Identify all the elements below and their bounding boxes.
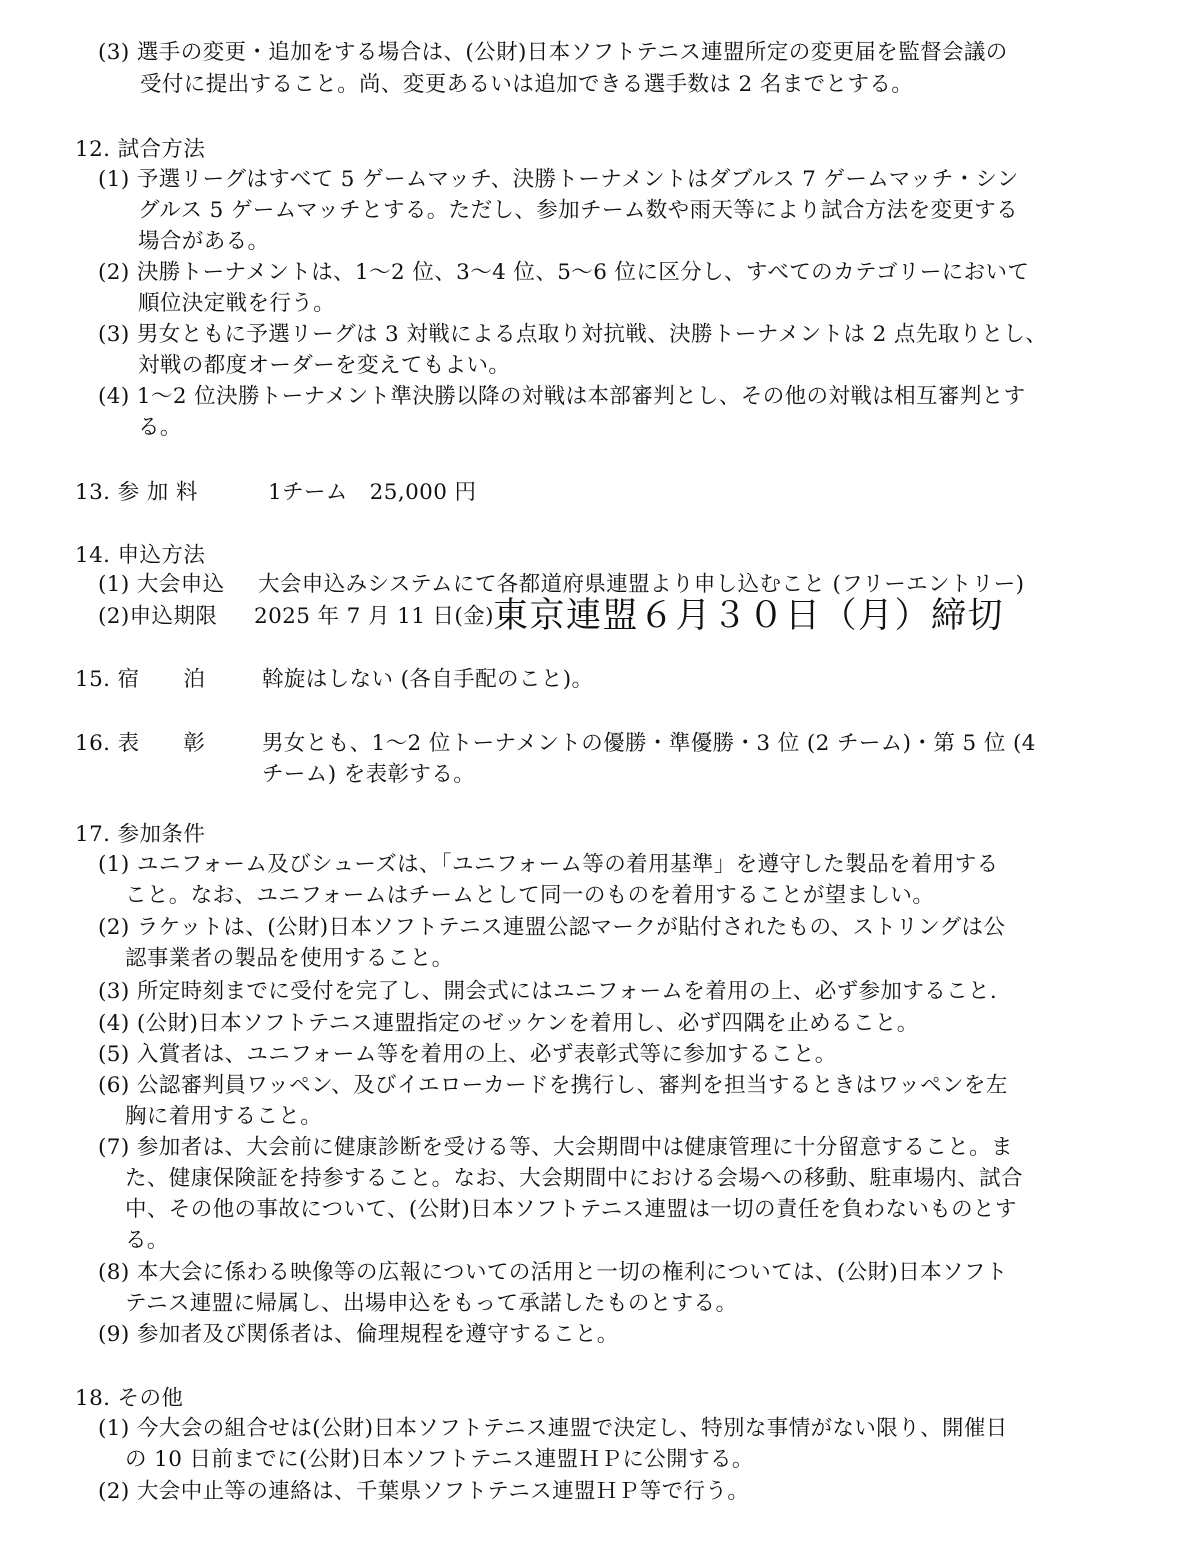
item16-heading: 16. 表 彰	[75, 731, 206, 756]
item13-heading: 13. 参 加 料	[75, 480, 198, 505]
item17-p9-line1: (9) 参加者及び関係者は、倫理規程を遵守すること。	[98, 1322, 619, 1347]
item17-p4-line1: (4) (公財)日本ソフトテニス連盟指定のゼッケンを着用し、必ず四隅を止めること。	[98, 1011, 919, 1036]
item17-p7-line4: る。	[125, 1228, 169, 1253]
item12-p2-line1: (2) 決勝トーナメントは、1～2 位、3～4 位、5～6 位に区分し、すべてのカテゴリーにおいて	[98, 260, 1030, 285]
item13-value: 1チーム 25,000 円	[268, 480, 477, 505]
item18-p1-line2: の 10 日前までに(公財)日本ソフトテニス連盟ＨＰに公開する。	[125, 1447, 754, 1472]
item16-line2: チーム) を表彰する。	[262, 762, 476, 787]
item17-p3-line1: (3) 所定時刻までに受付を完了し、開会式にはユニフォームを着用の上、必ず参加すること.	[98, 979, 998, 1004]
item14-p1-text: 大会申込みシステムにて各都道府県連盟より申し込むこと (フリーエントリー)	[258, 572, 1025, 597]
item17-p8-line2: テニス連盟に帰属し、出場申込をもって承諾したものとする。	[125, 1291, 738, 1316]
item12-p1-line2: グルス 5 ゲームマッチとする。ただし、参加チーム数や雨天等により試合方法を変更する	[138, 198, 1019, 223]
item12-heading: 12. 試合方法	[75, 137, 206, 162]
item17-p7-line1: (7) 参加者は、大会前に健康診断を受ける等、大会期間中は健康管理に十分留意すること。ま	[98, 1135, 1013, 1160]
item17-p6-line1: (6) 公認審判員ワッペン、及びイエローカードを携行し、審判を担当するときはワッペンを左	[98, 1073, 1008, 1098]
item12-p3-line2: 対戦の都度オーダーを変えてもよい。	[138, 353, 511, 378]
item17-heading: 17. 参加条件	[75, 822, 206, 847]
item18-p1-line1: (1) 今大会の組合せは(公財)日本ソフトテニス連盟で決定し、特別な事情がない限り、開催日	[98, 1416, 1008, 1441]
item17-p1-line1: (1) ユニフォーム及びシューズは、「ユニフォーム等の着用基準」を遵守した製品を着用する	[98, 852, 999, 877]
item12-p2-line2: 順位決定戦を行う。	[138, 291, 336, 316]
item16-line1: 男女とも、1～2 位トーナメントの優勝・準優勝・3 位 (2 チーム)・第 5 位 (4	[262, 731, 1036, 756]
item17-p7-line2: た、健康保険証を持参すること。なお、大会期間中における会場への移動、駐車場内、試合	[125, 1166, 1023, 1191]
item12-p4-line1: (4) 1～2 位決勝トーナメント準決勝以降の対戦は本部審判とし、その他の対戦は相互審判とす	[98, 384, 1026, 409]
item12-p3-line1: (3) 男女ともに予選リーグは 3 対戦による点取り対抗戦、決勝トーナメントは 2 点先取りとし、	[98, 322, 1048, 347]
item18-heading: 18. その他	[75, 1386, 184, 1411]
item17-p6-line2: 胸に着用すること。	[125, 1104, 323, 1129]
item17-p5-line1: (5) 入賞者は、ユニフォーム等を着用の上、必ず表彰式等に参加すること。	[98, 1042, 837, 1067]
item17-p2-line2: 認事業者の製品を使用すること。	[125, 946, 454, 971]
item11-p3-line1: (3) 選手の変更・追加をする場合は、(公財)日本ソフトテニス連盟所定の変更届を監督会議の	[98, 40, 1008, 65]
item18-p2-line1: (2) 大会中止等の連絡は、千葉県ソフトテニス連盟ＨＰ等で行う。	[98, 1479, 750, 1504]
item12-p1-line3: 場合がある。	[138, 229, 270, 254]
item12-p1-line1: (1) 予選リーグはすべて 5 ゲームマッチ、決勝トーナメントはダブルス 7 ゲームマッチ・シン	[98, 167, 1019, 192]
item11-p3-line2: 受付に提出すること。尚、変更あるいは追加できる選手数は 2 名までとする。	[140, 72, 914, 97]
tokyo-deadline-overlay: 東京連盟６月３０日（月）締切	[493, 596, 1005, 636]
item17-p8-line1: (8) 本大会に係わる映像等の広報についての活用と一切の権利については、(公財)日本ソフト	[98, 1260, 1008, 1285]
item17-p1-line2: こと。なお、ユニフォームはチームとして同一のものを着用することが望ましい。	[125, 883, 935, 908]
item15-text: 斡旋はしない (各自手配のこと)。	[262, 667, 594, 692]
item17-p2-line1: (2) ラケットは、(公財)日本ソフトテニス連盟公認マークが貼付されたもの、ストリングは公	[98, 915, 1006, 940]
item15-heading: 15. 宿 泊	[75, 667, 206, 692]
item14-p2-text: 2025 年 7 月 11 日(金)	[254, 604, 494, 629]
item12-p4-line2: る。	[138, 415, 182, 440]
item14-p2-label: (2)申込期限	[98, 604, 218, 629]
item14-p1-label: (1) 大会申込	[98, 572, 225, 597]
item14-heading: 14. 申込方法	[75, 543, 206, 568]
item17-p7-line3: 中、その他の事故について、(公財)日本ソフトテニス連盟は一切の責任を負わないものとす	[125, 1197, 1017, 1222]
